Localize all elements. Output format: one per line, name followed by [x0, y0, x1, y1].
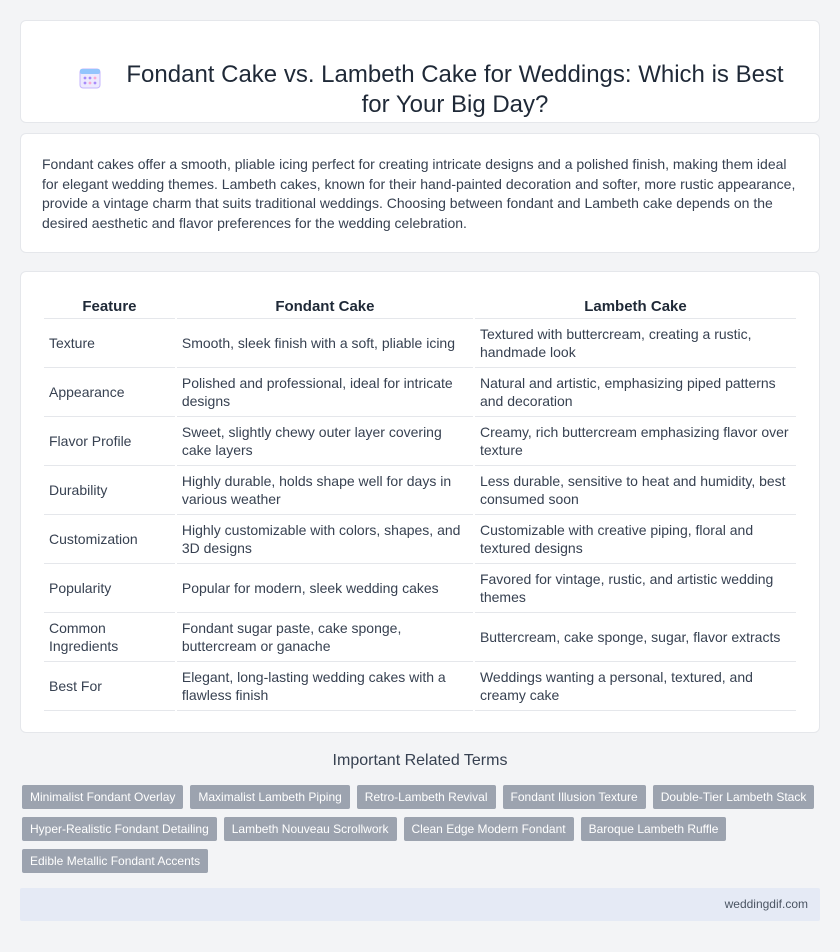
lambeth-cell: Natural and artistic, emphasizing piped patterns and decoration [475, 368, 796, 417]
intro-card [20, 133, 820, 253]
feature-cell: Popularity [44, 564, 175, 613]
table-row [44, 613, 796, 662]
title-card [20, 20, 820, 123]
table-row [44, 368, 796, 417]
lambeth-cell: Creamy, rich buttercream emphasizing flavor over texture [475, 417, 796, 466]
table-row [44, 662, 796, 711]
table-row [44, 417, 796, 466]
lambeth-cell: Less durable, sensitive to heat and humidity, best consumed soon [475, 466, 796, 515]
feature-cell: Durability [44, 466, 175, 515]
calendar-grid-icon [79, 67, 101, 89]
term-tag[interactable]: Fondant Illusion Texture [503, 785, 646, 809]
term-tag[interactable]: Retro-Lambeth Revival [357, 785, 496, 809]
page-title: Fondant Cake vs. Lambeth Cake for Weddings: Which is Best for Your Big Day? [126, 61, 784, 118]
fondant-cell: Polished and professional, ideal for intricate designs [177, 368, 473, 417]
lambeth-cell: Weddings wanting a personal, textured, and creamy cake [475, 662, 796, 711]
table-row [44, 466, 796, 515]
term-tag[interactable]: Baroque Lambeth Ruffle [581, 817, 727, 841]
table-row [44, 564, 796, 613]
comparison-card [20, 271, 820, 733]
lambeth-cell: Buttercream, cake sponge, sugar, flavor extracts [475, 613, 796, 662]
feature-cell: Texture [44, 319, 175, 368]
related-terms-title: Important Related Terms [332, 752, 508, 769]
fondant-cell: Elegant, long-lasting wedding cakes with a flawless finish [177, 662, 473, 711]
fondant-cell: Smooth, sleek finish with a soft, pliable icing [177, 319, 473, 368]
feature-cell: Flavor Profile [44, 417, 175, 466]
comparison-table [42, 295, 798, 711]
table-row [44, 515, 796, 564]
term-tag[interactable]: Lambeth Nouveau Scrollwork [224, 817, 397, 841]
term-tag[interactable]: Minimalist Fondant Overlay [22, 785, 183, 809]
term-tag[interactable]: Hyper-Realistic Fondant Detailing [22, 817, 217, 841]
lambeth-cell: Favored for vintage, rustic, and artistic wedding themes [475, 564, 796, 613]
fondant-cell: Highly durable, holds shape well for days in various weather [177, 466, 473, 515]
related-terms-list [22, 785, 822, 873]
lambeth-cell: Textured with buttercream, creating a rustic, handmade look [475, 319, 796, 368]
fondant-cell: Fondant sugar paste, cake sponge, buttercream or ganache [177, 613, 473, 662]
header-feature: Feature [44, 295, 175, 319]
term-tag[interactable]: Maximalist Lambeth Piping [190, 785, 349, 809]
feature-cell: Customization [44, 515, 175, 564]
table-row [44, 319, 796, 368]
feature-cell: Best For [44, 662, 175, 711]
lambeth-cell: Customizable with creative piping, floral and textured designs [475, 515, 796, 564]
term-tag[interactable]: Double-Tier Lambeth Stack [653, 785, 815, 809]
fondant-cell: Sweet, slightly chewy outer layer covering cake layers [177, 417, 473, 466]
fondant-cell: Highly customizable with colors, shapes, and 3D designs [177, 515, 473, 564]
header-fondant: Fondant Cake [177, 295, 473, 319]
feature-cell: Appearance [44, 368, 175, 417]
footer-site-link[interactable]: weddingdif.com [724, 897, 808, 911]
fondant-cell: Popular for modern, sleek wedding cakes [177, 564, 473, 613]
term-tag[interactable]: Clean Edge Modern Fondant [404, 817, 574, 841]
header-lambeth: Lambeth Cake [475, 295, 796, 319]
table-header-row [44, 295, 796, 319]
intro-paragraph: Fondant cakes offer a smooth, pliable icing perfect for creating intricate designs and a polished finish, making them ideal for elegant wedding themes. Lambeth cakes, known for their hand-painted decoration and softer, more rustic appearance, provide a vintage charm that suits traditional weddings. Choosing between fondant and Lambeth cake depends on the desired aesthetic and flavor preferences for the wedding celebration. [42, 156, 796, 231]
footer [20, 888, 820, 921]
term-tag[interactable]: Edible Metallic Fondant Accents [22, 849, 208, 873]
feature-cell: Common Ingredients [44, 613, 175, 662]
